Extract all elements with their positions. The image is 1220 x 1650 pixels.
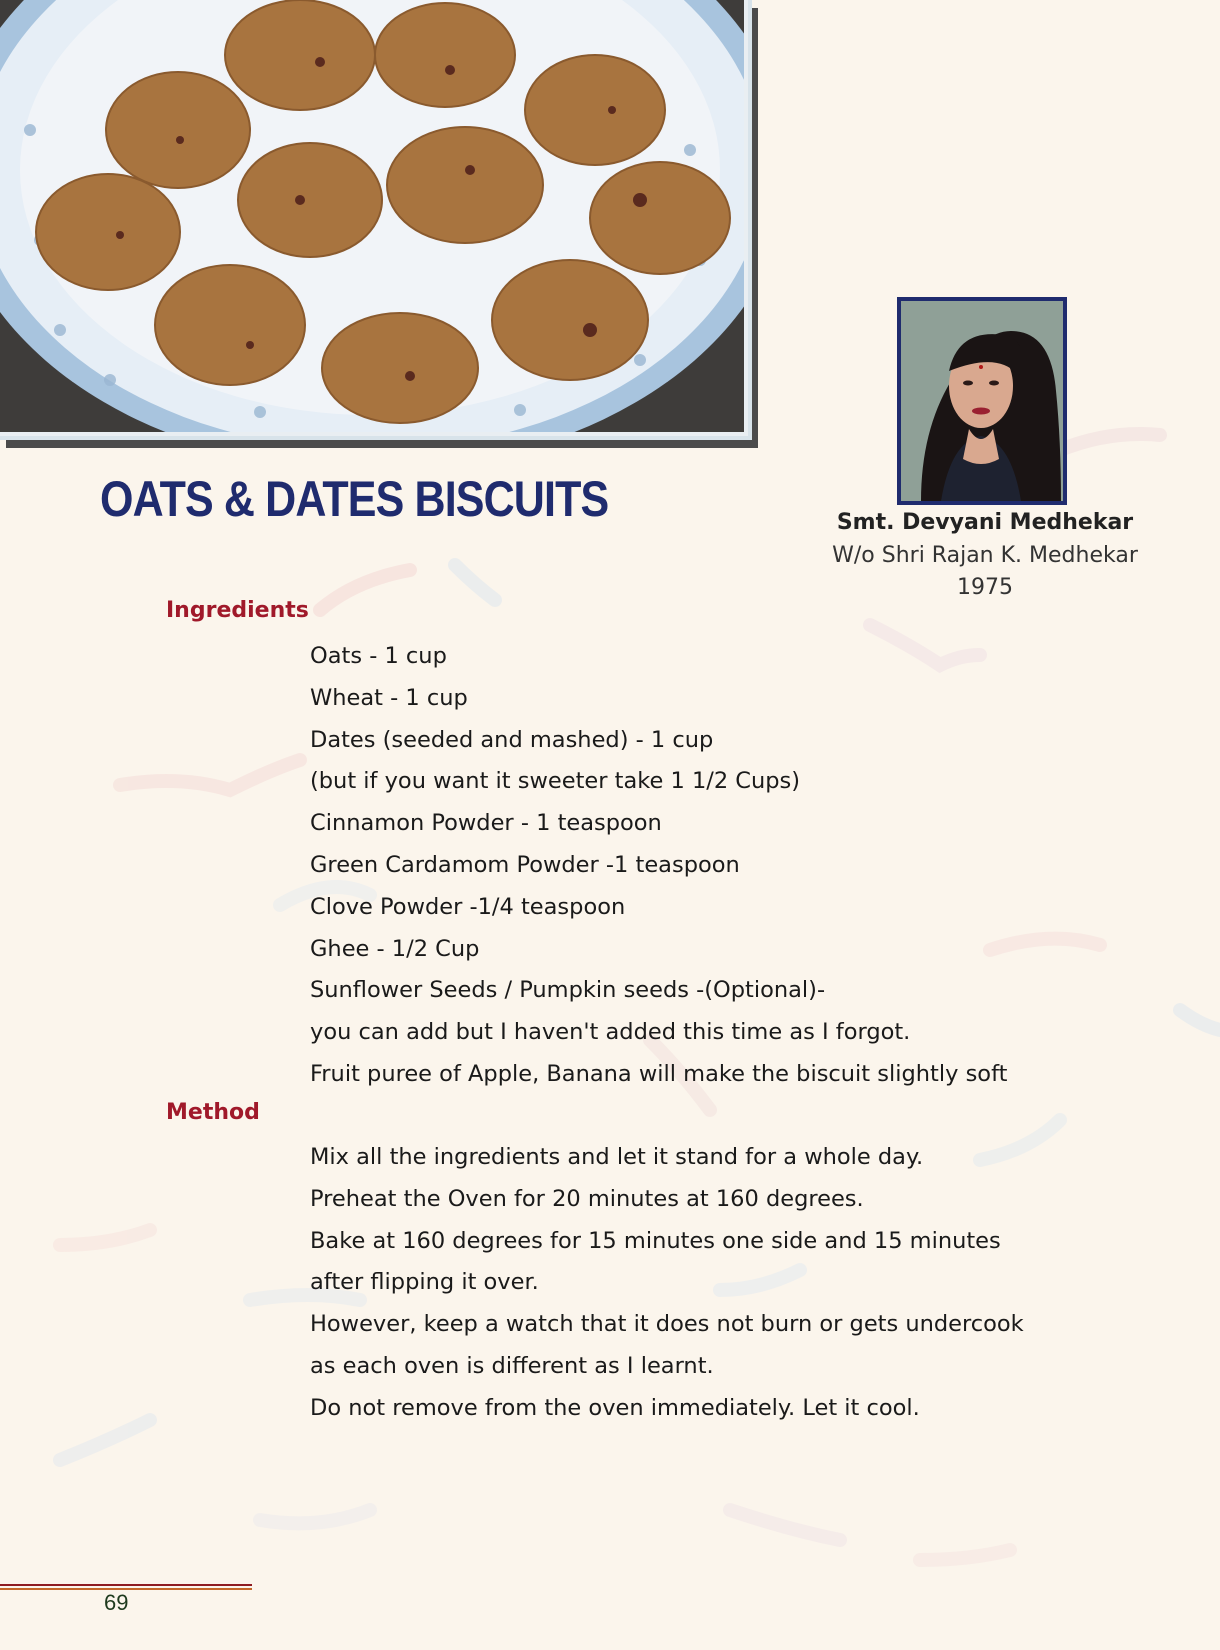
recipe-title: OATS & DATES BISCUITS xyxy=(100,471,609,527)
ingredient-line: Clove Powder -1/4 teaspoon xyxy=(310,893,626,920)
method-heading: Method xyxy=(166,1100,260,1125)
method-line: Preheat the Oven for 20 minutes at 160 degrees. xyxy=(310,1185,864,1212)
ingredient-line: Sunflower Seeds / Pumpkin seeds -(Optional)- xyxy=(310,977,826,1004)
author-credit xyxy=(800,506,1170,604)
ingredient-line: Cinnamon Powder - 1 teaspoon xyxy=(310,810,662,837)
ingredient-line: (but if you want it sweeter take 1 1/2 Cups) xyxy=(310,768,801,795)
author-relation: W/o Shri Rajan K. Medhekar xyxy=(832,543,1138,568)
ingredient-line: Wheat - 1 cup xyxy=(310,684,468,711)
ingredient-line: Dates (seeded and mashed) - 1 cup xyxy=(310,726,714,753)
method-line: Mix all the ingredients and let it stand for a whole day. xyxy=(310,1144,924,1170)
ingredient-line: Green Cardamom Powder -1 teaspoon xyxy=(310,851,740,878)
method-line: after flipping it over. xyxy=(310,1269,539,1296)
ingredient-line: Fruit puree of Apple, Banana will make the biscuit slightly soft xyxy=(310,1060,1008,1087)
ingredients-heading: Ingredients xyxy=(166,598,309,623)
method-line: Do not remove from the oven immediately. Let it cool. xyxy=(310,1394,920,1421)
method-line: Bake at 160 degrees for 15 minutes one side and 15 minutes xyxy=(310,1227,1001,1254)
author-year: 1975 xyxy=(957,575,1013,600)
ingredient-line: you can add but I haven't added this time as I forgot. xyxy=(310,1019,911,1046)
method-line: However, keep a watch that it does not burn or gets undercook xyxy=(310,1311,1024,1338)
ingredients-list xyxy=(310,636,1007,1096)
method-list xyxy=(310,1137,1024,1430)
author-name: Smt. Devyani Medhekar xyxy=(836,510,1134,535)
page-number: 69 xyxy=(104,1590,129,1615)
biscuits-photo xyxy=(0,0,752,440)
author-photo xyxy=(897,297,1067,505)
ingredient-line: Oats - 1 cup xyxy=(310,643,447,669)
ingredient-line: Ghee - 1/2 Cup xyxy=(310,935,480,962)
method-line: as each oven is different as I learnt. xyxy=(310,1352,714,1379)
